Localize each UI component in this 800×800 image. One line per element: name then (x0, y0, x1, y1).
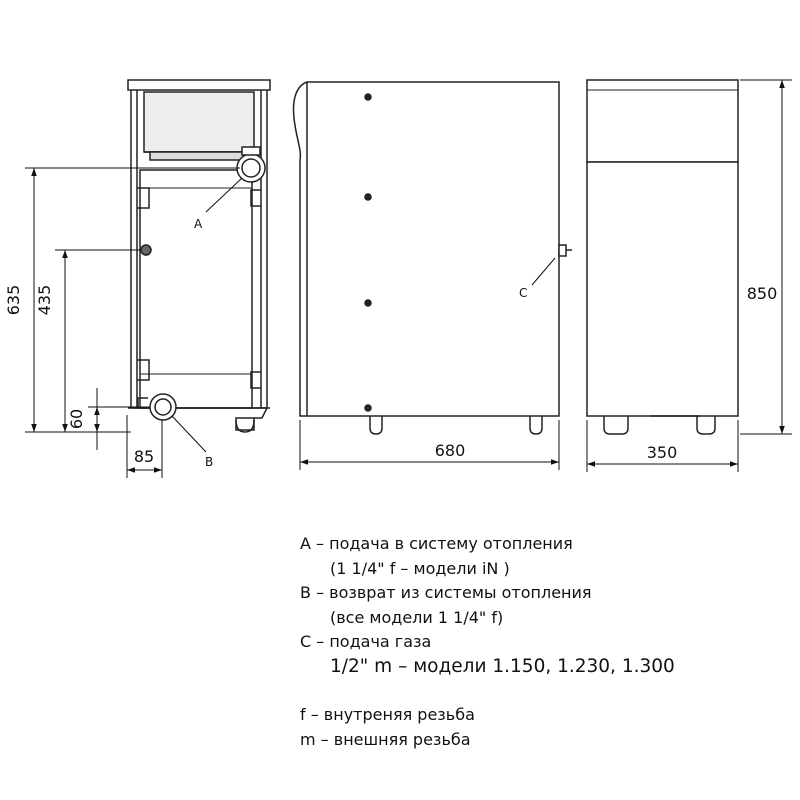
legend-f-note: f – внутреняя резьба (300, 705, 475, 724)
legend-a-line2: (1 1/4" f – модели iN ) (330, 558, 510, 578)
legend-c-line1: C – подача газа (300, 632, 432, 651)
legend (300, 532, 675, 752)
legend-c-line2: 1/2" m – модели 1.150, 1.230, 1.300 (330, 655, 675, 677)
dim-60-label: 60 (67, 408, 86, 430)
label-b: B (205, 455, 214, 469)
legend-m-note: m – внешняя резьба (300, 729, 471, 749)
dim-850-label: 850 (746, 284, 778, 303)
dim-350-label: 350 (646, 443, 678, 462)
legend-a-line1: A – подача в систему отопления (300, 534, 573, 553)
dim-435-label: 435 (35, 284, 54, 316)
front-view (587, 80, 738, 434)
label-c: C (519, 286, 528, 300)
dim-680-label: 680 (434, 441, 466, 460)
side-view-open (128, 80, 270, 432)
dim-85-label: 85 (133, 447, 155, 466)
label-a: A (194, 217, 203, 231)
legend-b-line1: B – возврат из системы отопления (300, 583, 592, 602)
side-view-closed (294, 82, 572, 434)
dim-635-label: 635 (4, 284, 23, 316)
legend-b-line2: (все модели 1 1/4" f) (330, 607, 504, 627)
